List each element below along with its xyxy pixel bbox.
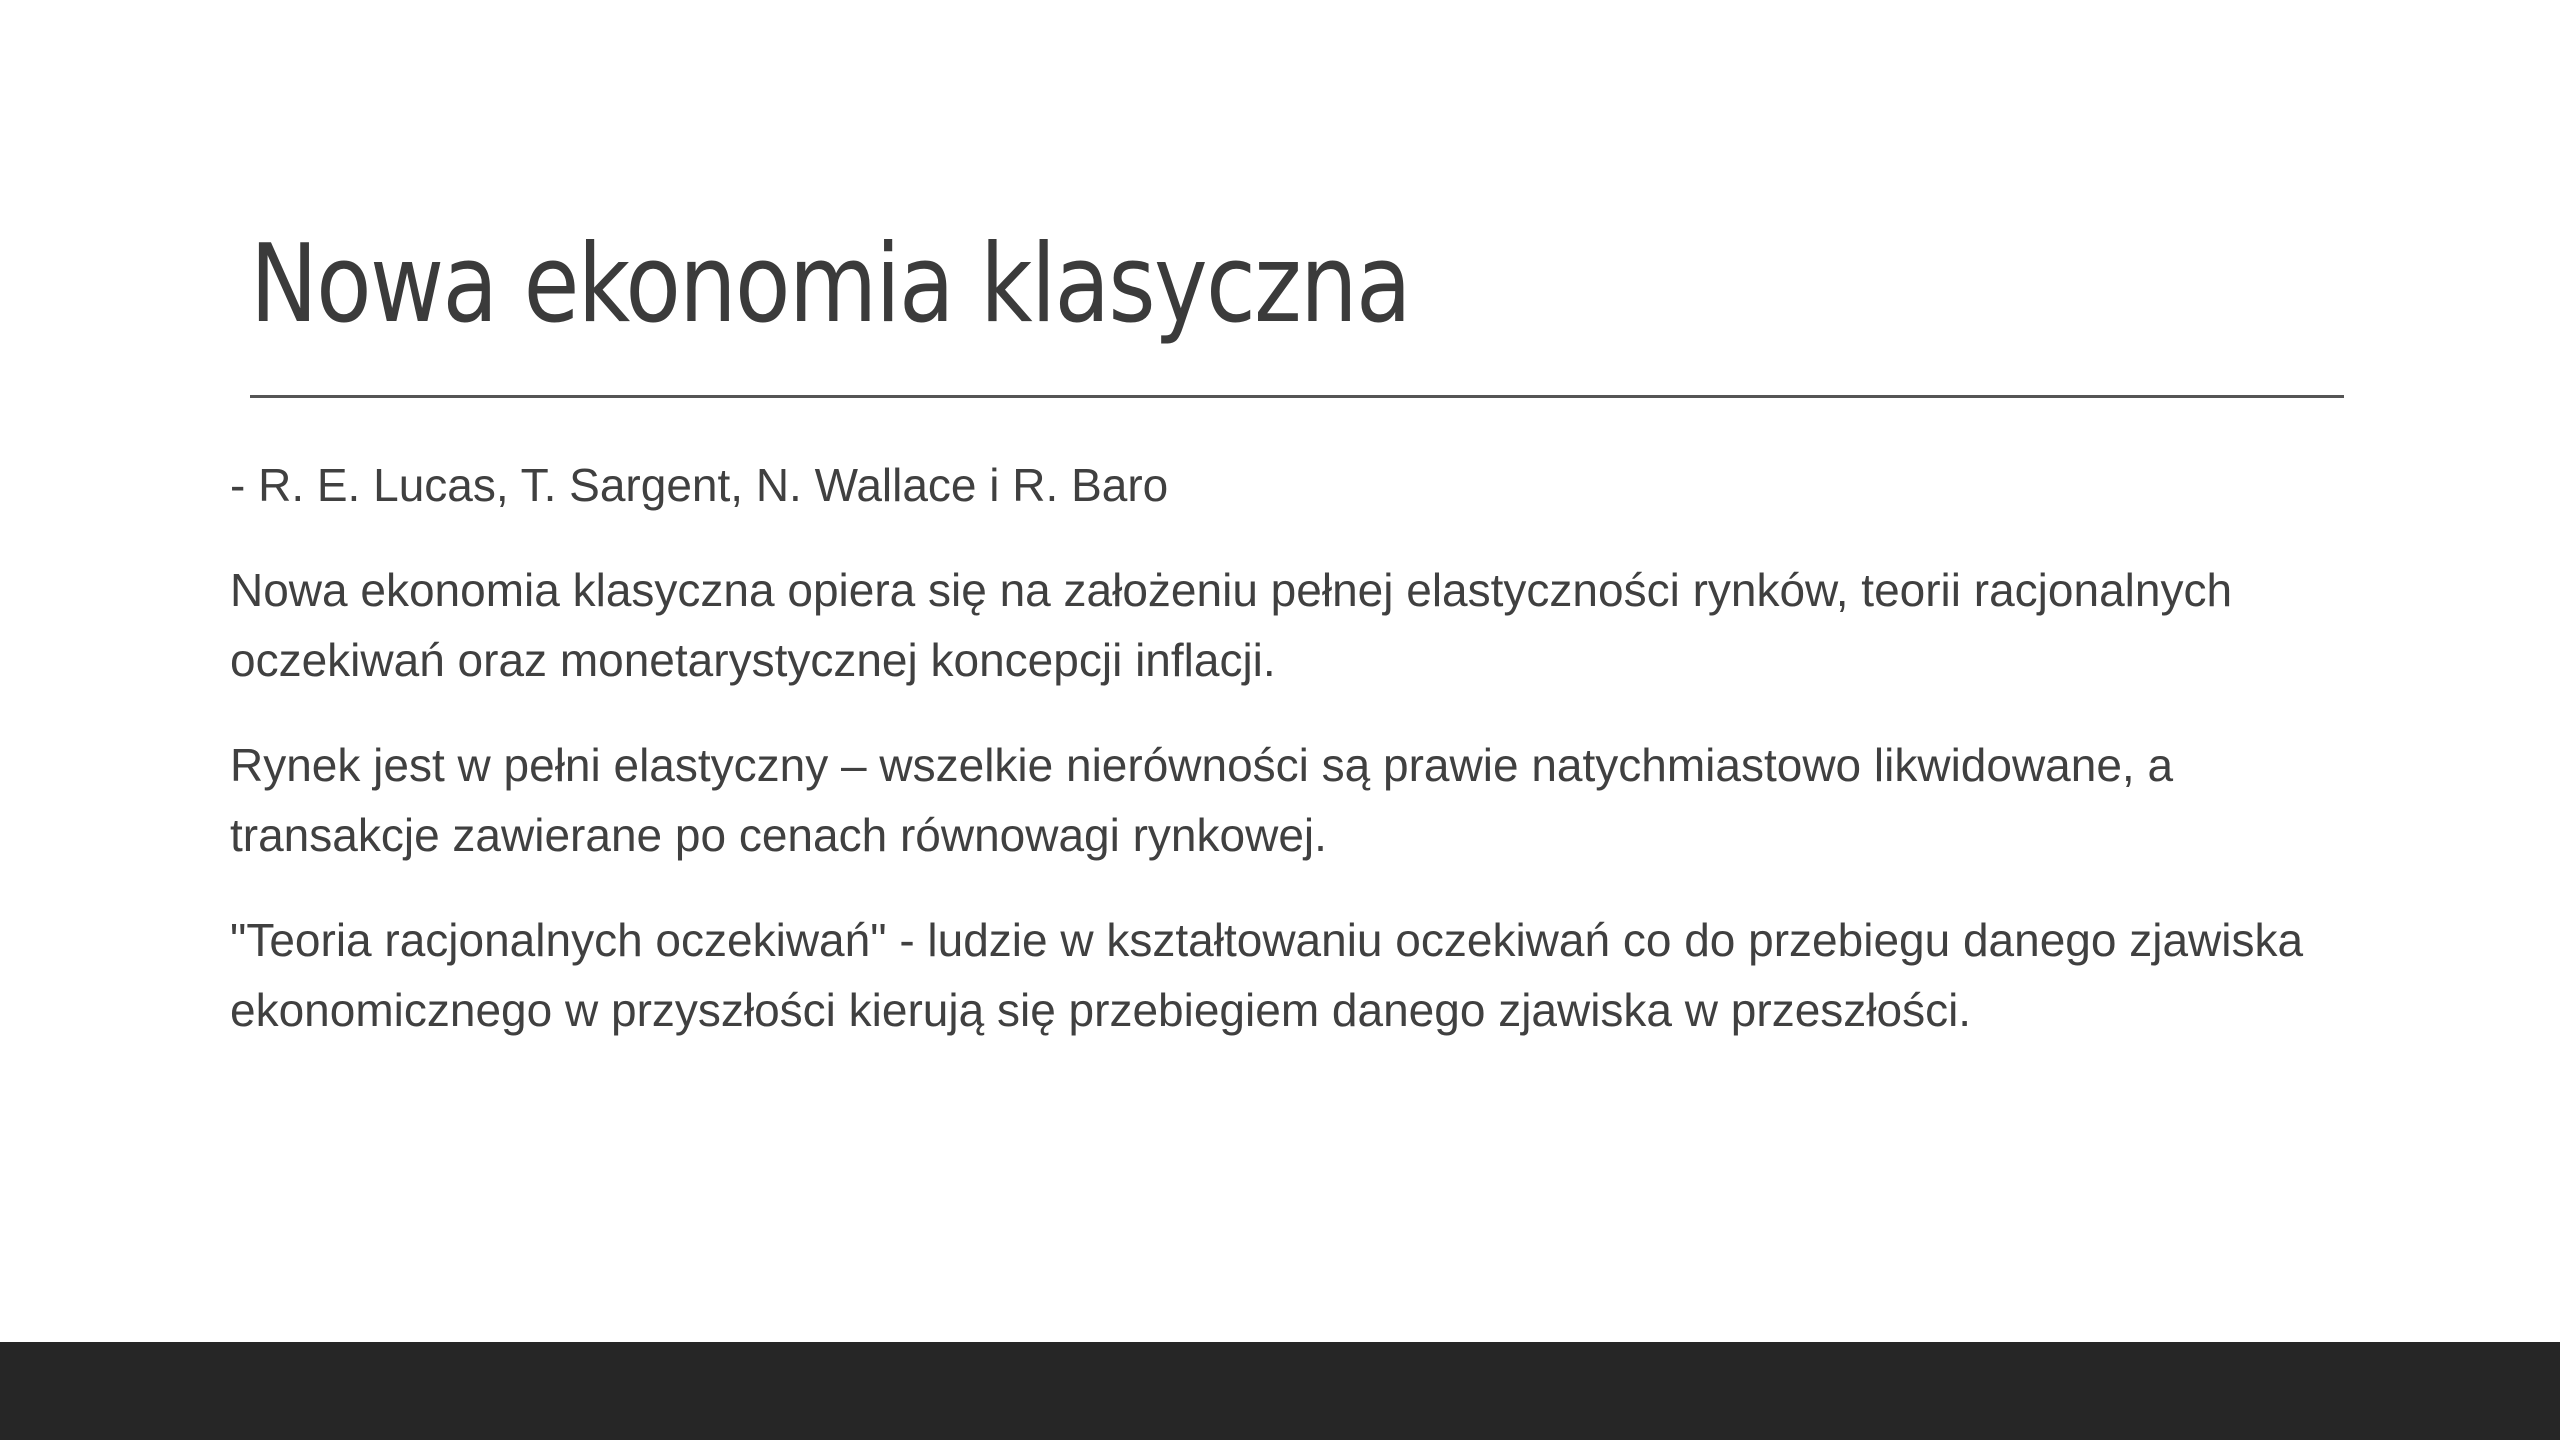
footer-bar [0,1342,2560,1440]
body-paragraph: Rynek jest w pełni elastyczny – wszelkie nierówności są prawie natychmiastowo likwidowane, a transakcje zawierane po cenach równowagi rynkowej. [230,739,2174,861]
body-paragraph: "Teoria racjonalnych oczekiwań" - ludzie w kształtowaniu oczekiwań co do przebiegu danego zjawiska ekonomicznego w przyszłości kierują się przebiegiem danego zjawiska w przeszłości. [230,914,2304,1036]
title-divider [250,395,2344,398]
slide-title: Nowa ekonomia klasyczna [250,222,1410,347]
slide-body [230,450,2350,1080]
body-paragraph: Nowa ekonomia klasyczna opiera się na założeniu pełnej elastyczności rynków, teorii racjonalnych oczekiwań oraz monetarystycznej koncepcji inflacji. [230,564,2233,686]
authors-line: - R. E. Lucas, T. Sargent, N. Wallace i R. Baro [230,459,1169,511]
